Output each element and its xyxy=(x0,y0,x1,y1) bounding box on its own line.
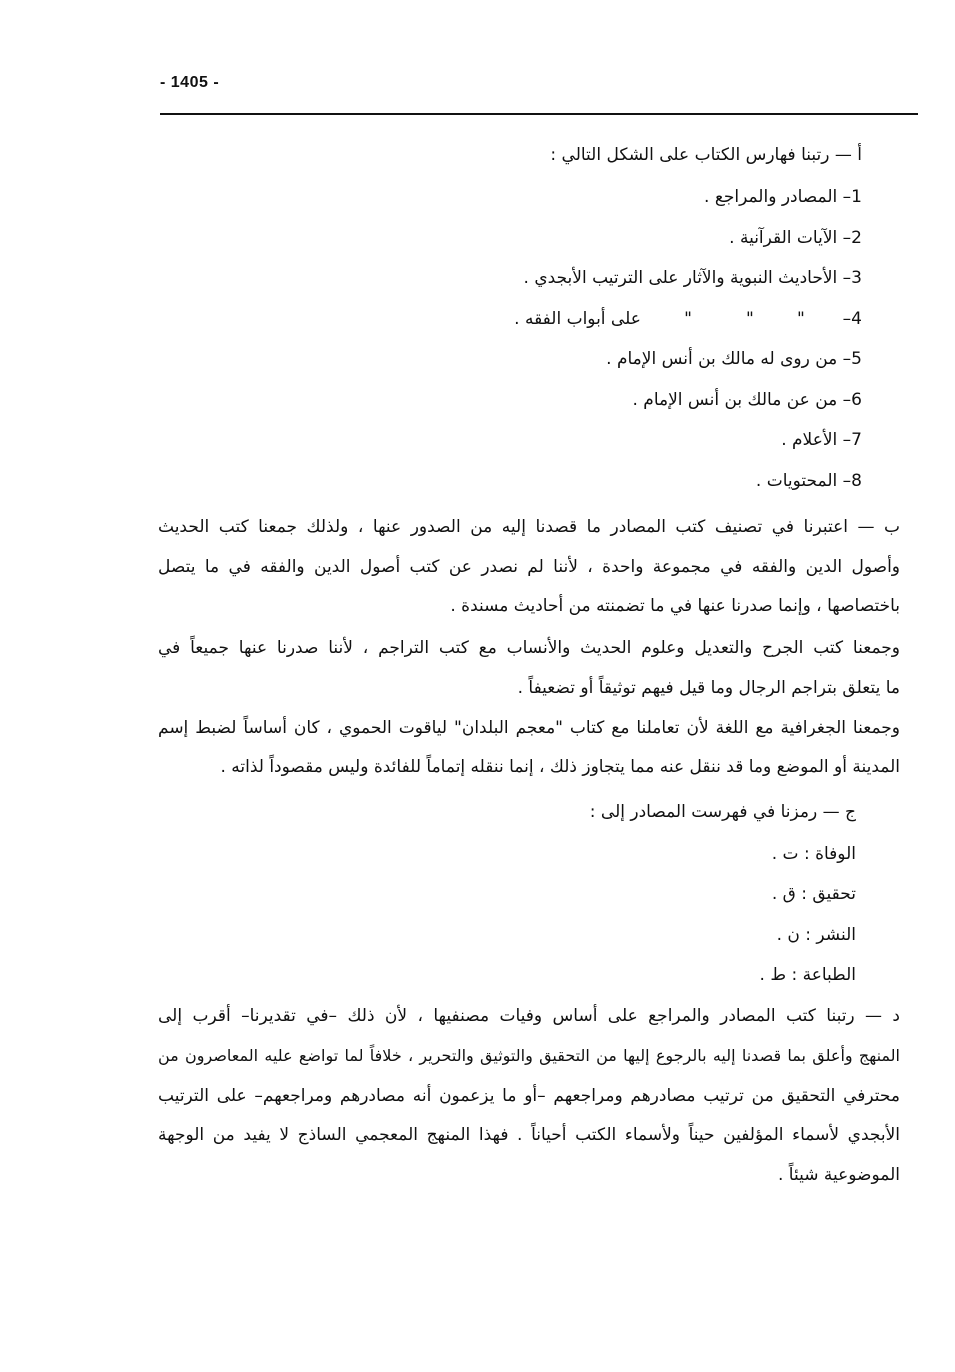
page-number: - 1405 - xyxy=(160,74,220,91)
section-a-item: 6– من عن مالك بن أنس الإمام . xyxy=(632,390,862,410)
section-a-item: 7– الأعلام . xyxy=(781,430,862,450)
section-c-item: تحقيق : ق . xyxy=(771,884,856,904)
section-a-item: 3– الأحاديث النبوية والآثار على الترتيب الأبجدي . xyxy=(523,268,862,288)
section-c-item: النشر : ن . xyxy=(776,925,856,945)
section-a-item: 5– من روى له مالك بن أنس الإمام . xyxy=(606,349,862,369)
section-c-item: الوفاة : ت . xyxy=(771,844,856,864)
section-c-item: الطباعة : ط . xyxy=(759,965,856,985)
header-rule xyxy=(160,113,918,115)
section-a-intro: أ — رتبنا فهارس الكتاب على الشكل التالي : xyxy=(550,145,862,165)
section-b-line: وأصول الدين والفقه في مجموعة واحدة ، لأننا لم نصدر عن كتب أصول الدين والفقه في ما يتصل xyxy=(158,557,900,577)
section-a-item: 4– " " " على أبواب الفقه . xyxy=(514,309,862,329)
section-d-line: الأبجدي لأسماء المؤلفين حيناً ولأسماء الكتب أحياناً . فهذا المنهج المعجمي الساذج لا يفيد من الوجهة xyxy=(158,1125,900,1145)
section-b-line: باختصاصها ، وإنما صدرنا عنها في ما تضمنته من أحاديث مسندة . xyxy=(450,596,900,616)
section-c-intro: ج — رمزنا في فهرست المصادر إلى : xyxy=(589,802,856,822)
section-a-item: 2– الآيات القرآنية . xyxy=(729,228,862,248)
section-a-item: 8– المحتويات . xyxy=(755,471,862,491)
section-b-line: المدينة أو الموضع وما قد ننقل عنه مما يتجاوز ذلك ، إنما ننقله إتماماً للفائدة وليس مقصوداً لذاته . xyxy=(220,757,900,777)
section-a-item: 1– المصادر والمراجع . xyxy=(704,187,862,207)
section-b-line: وجمعنا الجغرافية مع اللغة لأن تعاملنا مع كتاب "معجم البلدان" لياقوت الحموي ، كان أساساً لضبط إسم xyxy=(158,718,900,738)
section-d-line: د — رتبنا كتب المصادر والمراجع على أساس وفيات مصنفيها ، لأن ذلك –في تقديرنا– أقرب إلى xyxy=(158,1006,900,1026)
section-d-line: محترفي التحقيق من ترتيب مصادرهم ومراجعهم –أو ما يزعمون أنه مصادرهم ومراجعهم– على الترتيب xyxy=(158,1086,900,1106)
section-b-line: وجمعنا كتب الجرح والتعديل وعلوم الحديث والأنساب مع كتب التراجم ، لأننا صدرنا عنها جميعاً في xyxy=(158,638,900,658)
section-b-line: ب — اعتبرنا في تصنيف كتب المصادر ما قصدنا إليه من الصدور عنها ، ولذلك جمعنا كتب الحديث xyxy=(158,517,900,537)
section-b-line: ما يتعلق بتراجم الرجال وما قيل فيهم توثيقاً أو تضعيفاً . xyxy=(517,678,900,698)
section-d-line: المنهج وأعلق بما قصدنا إليه بالرجوع إليها من التحقيق والتوثيق والتحرير ، خلافاً لما تواضع عليه المعاصرون من xyxy=(158,1046,900,1065)
section-d-line: الموضوعية شيئاً . xyxy=(777,1165,900,1185)
